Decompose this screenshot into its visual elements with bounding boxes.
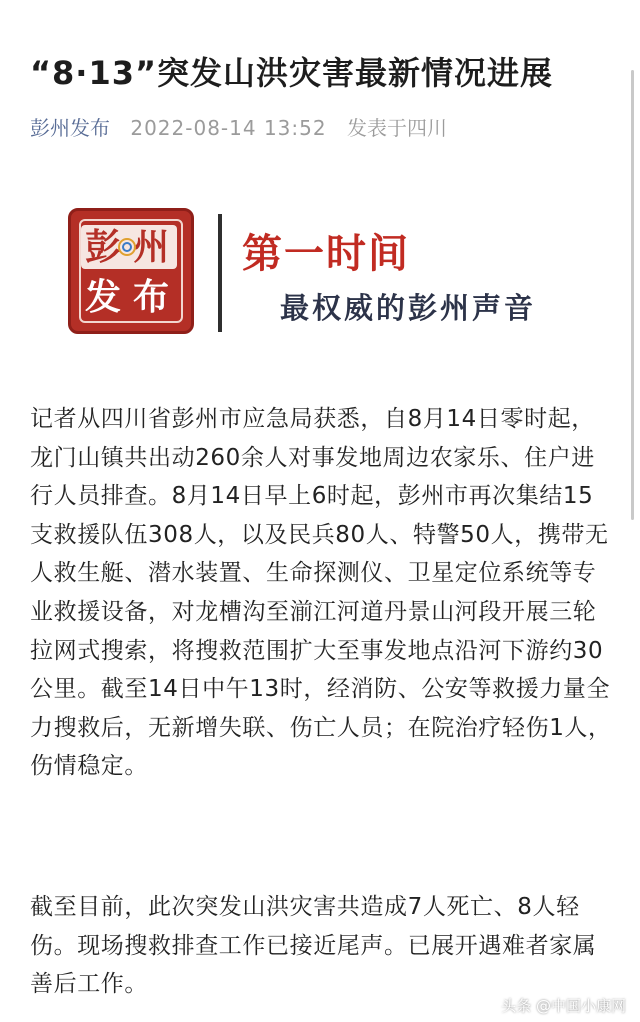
pengzhou-seal-logo — [68, 208, 194, 334]
banner-slogan-sub: 最权威的彭州声音 — [280, 291, 537, 325]
header-banner — [64, 200, 614, 348]
seal-char: 布 — [133, 276, 170, 318]
seal-char: 州 — [133, 226, 170, 268]
scrollbar[interactable] — [631, 70, 634, 520]
banner-slogan-main: 第一时间 — [242, 230, 410, 277]
swirl-icon — [117, 237, 137, 257]
publish-date: 2022-08-14 13:52 — [130, 116, 327, 140]
article-title: “8·13”突发山洪灾害最新情况进展 — [30, 54, 554, 92]
seal-char: 彭 — [85, 226, 122, 268]
article-paragraph: 记者从四川省彭州市应急局获悉，自8月14日零时起，龙门山镇共出动260余人对事发地周边农家乐、住户进行人员排查。8月14日早上6时起，彭州市再次集结15支救援队伍308人，以及民兵80人、特警50人，携带无人救生艇、潜水装置、生命探测仪、卫星定位系统等专业救援设备，对龙槽沟至湔江河道丹景山河段开展三轮拉网式搜索，将搜救范围扩大至事发地点沿河下游约30公里。截至14日中午13时，经消防、公安等救援力量全力搜救后，无新增失联、伤亡人员；在院治疗轻伤1人，伤情稳定。 — [30, 406, 612, 780]
article-meta — [30, 114, 447, 142]
publish-location: 发表于四川 — [346, 116, 447, 140]
source-watermark: 头条 @中国小康网 — [501, 997, 626, 1015]
article-paragraph: 截至目前，此次突发山洪灾害共造成7人死亡、8人轻伤。现场搜救排查工作已接近尾声。已展开遇难者家属善后工作。 — [30, 894, 597, 998]
seal-char: 发 — [85, 276, 122, 318]
banner-divider — [218, 214, 222, 332]
account-link[interactable]: 彭州发布 — [30, 116, 110, 140]
